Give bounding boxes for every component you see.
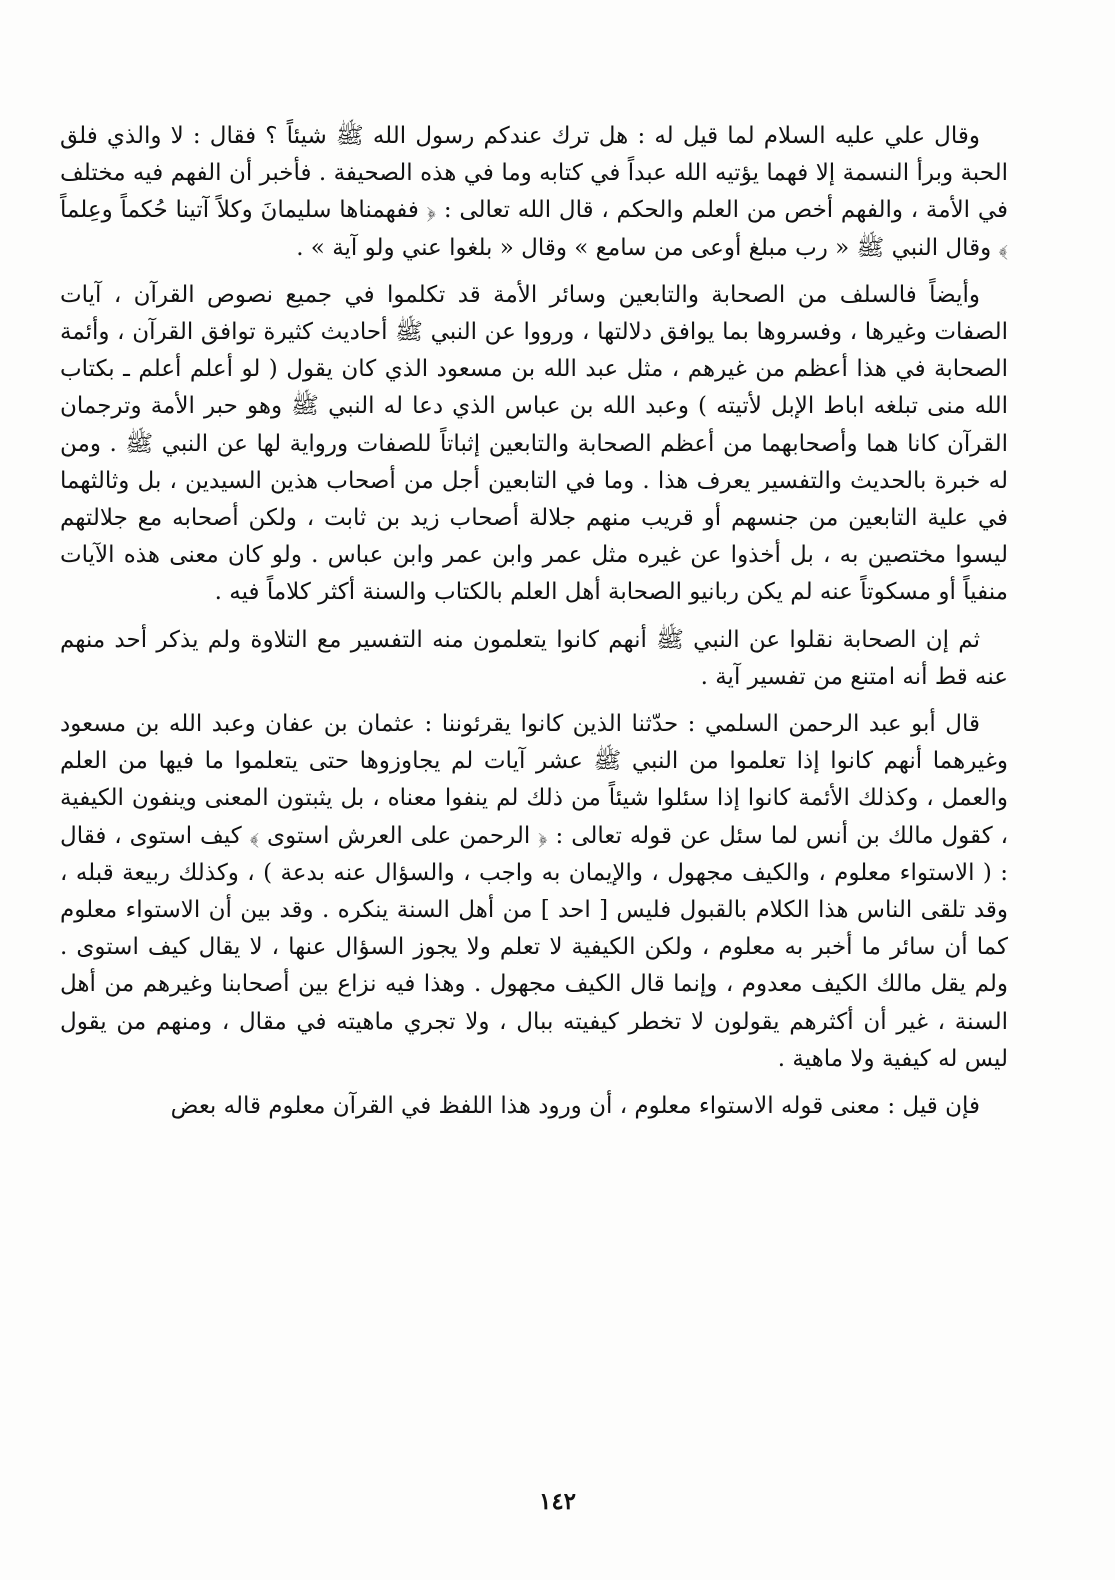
paragraph-objection: فإن قيل : معنى قوله الاستواء معلوم ، أن ورود هذا اللفظ في القرآن معلوم قاله بعض <box>170 1093 980 1120</box>
body-text <box>60 118 1008 1125</box>
page-number: ١٤٢ <box>538 1488 577 1515</box>
paragraph-sahaba-tafsir: ثم إن الصحابة نقلوا عن النبي ﷺ أنهم كانوا يتعلمون منه التفسير مع التلاوة ولم يذكر أحد منهم عنه قط أنه امتنع من تفسير آية . <box>60 626 1008 690</box>
paragraph-salaf-sifat: وأيضاً فالسلف من الصحابة والتابعين وسائر الأمة قد تكلموا في جميع نصوص القرآن ، آيات الصفات وغيرها ، وفسروها بما يوافق دلالتها ، ورووا عن النبي ﷺ أحاديث كثيرة توافق القرآن ، وأئمة الصحابة في هذا أعظم من غيرهم ، مثل عبد الله بن مسعود الذي كان يقول ( لو أعلم أعلم ـ بكتاب الله منى تبلغه اباط الإبل لأتيته ) وعبد الله بن عباس الذي دعا له النبي ﷺ وهو حبر الأمة وترجمان القرآن كانا هما وأصحابهما من أعظم الصحابة والتابعين إثباتاً للصفات ورواية لها عن النبي ﷺ . ومن له خبرة بالحديث والتفسير يعرف هذا . وما في التابعين أجل من أصحاب هذين السيدين ، بل وثالثهما في علية التابعين من جنسهم أو قريب منهم جلالة أصحاب زيد بن ثابت ، ولكن أصحابه مع جلالتهم ليسوا مختصين به ، بل أخذوا عن غيره مثل عمر وابن عمر وابن عباس . ولو كان معنى هذه الآيات منفياً أو مسكوتاً عنه لم يكن ربانيو الصحابة أهل العلم بالكتاب والسنة أكثر كلاماً فيه . <box>60 281 1008 606</box>
paragraph-sulami-istiwa: قال أبو عبد الرحمن السلمي : حدّثنا الذين كانوا يقرئوننا : عثمان بن عفان وعبد الله بن مسعود وغيرهما أنهم كانوا إذا تعلموا من النبي ﷺ عشر آيات لم يجاوزوها حتى يتعلموا ما فيها من العلم والعمل ، وكذلك الأئمة كانوا إذا سئلوا شيئاً من ذلك لم ينفوا معناه ، بل يثبتون المعنى وينفون الكيفية ، كقول مالك بن أنس لما سئل عن قوله تعالى : ﴿ الرحمن على العرش استوى ﴾ كيف استوى ، فقال : ( الاستواء معلوم ، والكيف مجهول ، والإيمان به واجب ، والسؤال عنه بدعة ) ، وكذلك ربيعة قبله ، وقد تلقى الناس هذا الكلام بالقبول فليس [ احد ] من أهل السنة ينكره . وقد بين أن الاستواء معلوم كما أن سائر ما أخبر به معلوم ، ولكن الكيفية لا تعلم ولا يجوز السؤال عنها ، لا يقال كيف استوى . ولم يقل مالك الكيف معدوم ، وإنما قال الكيف مجهول . وهذا فيه نزاع بين أصحابنا وغيرهم من أهل السنة ، غير أن أكثرهم يقولون لا تخطر كيفيته ببال ، ولا تجري ماهيته في مقال ، ومنهم من يقول ليس له كيفية ولا ماهية . <box>60 711 1008 1072</box>
paragraph-ali-saying: وقال علي عليه السلام لما قيل له : هل ترك عندكم رسول الله ﷺ شيئاً ؟ فقال : لا والذي فلق الحبة وبرأ النسمة إلا فهما يؤتيه الله عبداً في كتابه وما في هذه الصحيفة . فأخبر أن الفهم فيه مختلف في الأمة ، والفهم أخص من العلم والحكم ، قال الله تعالى : ﴿ ففهمناها سليمانَ وكلاً آتينا حُكماً وعِلماً ﴾ وقال النبي ﷺ « رب مبلغ أوعى من سامع » وقال « بلغوا عني ولو آية » . <box>60 123 1008 261</box>
